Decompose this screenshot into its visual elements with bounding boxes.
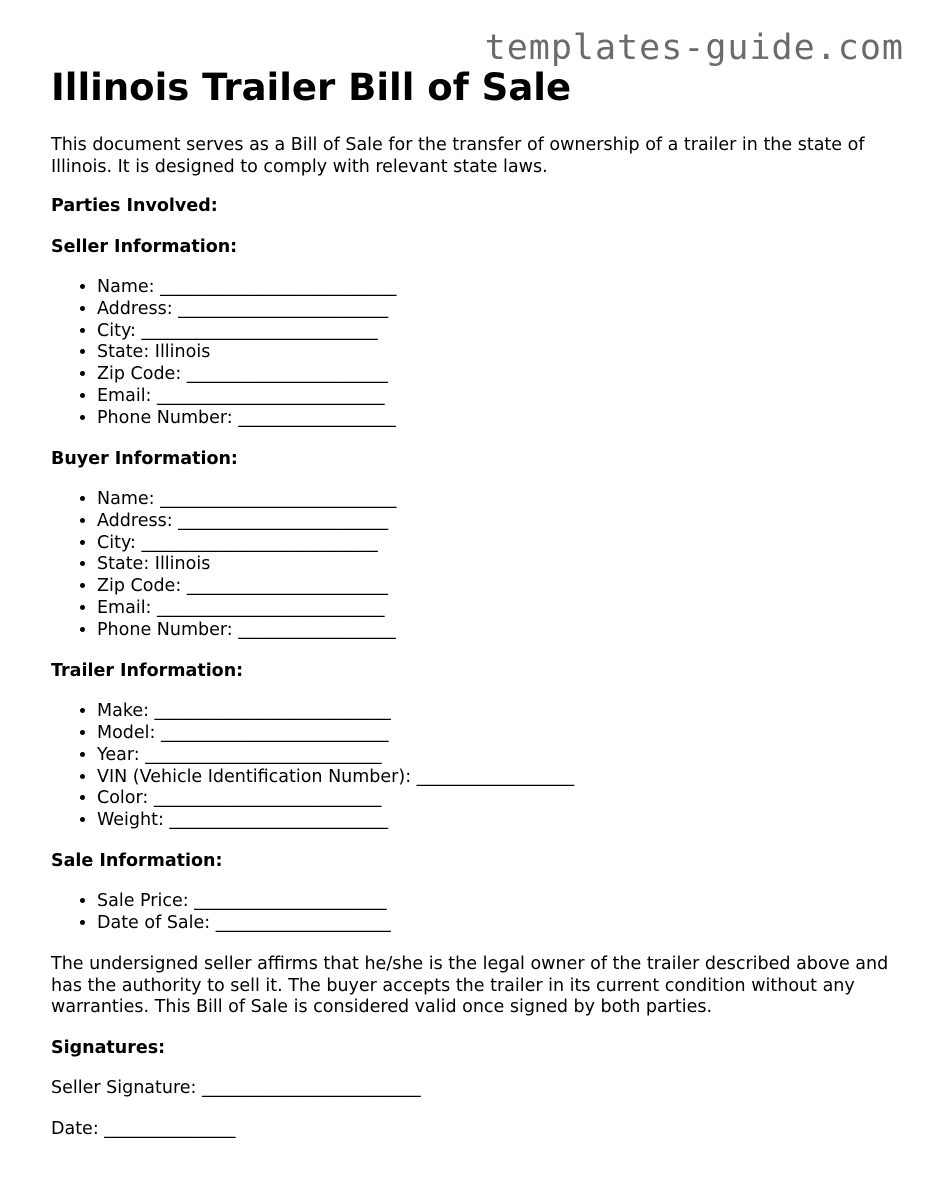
seller-city-field[interactable]: • City: ___________________________ [97, 321, 901, 343]
seller-address-field[interactable]: • Address: ________________________ [97, 299, 901, 321]
seller-list [51, 277, 901, 430]
sale-date-field[interactable]: • Date of Sale: ____________________ [97, 913, 901, 935]
parties-heading: Parties Involved: [51, 196, 218, 216]
sale-list [51, 891, 901, 935]
trailer-weight-field[interactable]: • Weight: _________________________ [97, 810, 901, 832]
buyer-state-field: • State: Illinois [97, 554, 901, 576]
trailer-heading: Trailer Information: [51, 660, 244, 681]
closing-paragraph: The undersigned seller affirms that he/she is the legal owner of the trailer described above and has the authority to sell it. The buyer accepts the trailer in its current condition without any warranties. This Bill of Sale is considered valid once signed by both parties. [51, 954, 889, 1018]
trailer-color-field[interactable]: • Color: __________________________ [97, 788, 901, 810]
seller-heading: Seller Information: [51, 236, 238, 257]
sale-heading: Sale Information: [51, 850, 223, 871]
buyer-zip-field[interactable]: • Zip Code: _______________________ [97, 576, 901, 598]
seller-state-field: • State: Illinois [97, 342, 901, 364]
document-page [51, 66, 901, 1140]
buyer-heading: Buyer Information: [51, 448, 238, 469]
buyer-name-field[interactable]: • Name: ___________________________ [97, 489, 901, 511]
trailer-list [51, 701, 901, 832]
signature-date-field[interactable]: Date: _______________ [51, 1118, 236, 1139]
trailer-year-field[interactable]: • Year: ___________________________ [97, 745, 901, 767]
page-title: Illinois Trailer Bill of Sale [51, 66, 572, 109]
seller-signature-field[interactable]: Seller Signature: _________________________ [51, 1078, 421, 1099]
buyer-city-field[interactable]: • City: ___________________________ [97, 533, 901, 555]
buyer-address-field[interactable]: • Address: ________________________ [97, 511, 901, 533]
trailer-vin-field[interactable]: • VIN (Vehicle Identification Number): __________________ [97, 767, 901, 789]
intro-paragraph: This document serves as a Bill of Sale for the transfer of ownership of a trailer in the state of Illinois. It is designed to comply with relevant state laws. [51, 135, 865, 177]
seller-phone-field[interactable]: • Phone Number: __________________ [97, 408, 901, 430]
seller-zip-field[interactable]: • Zip Code: _______________________ [97, 364, 901, 386]
buyer-phone-field[interactable]: • Phone Number: __________________ [97, 620, 901, 642]
seller-email-field[interactable]: • Email: __________________________ [97, 386, 901, 408]
trailer-make-field[interactable]: • Make: ___________________________ [97, 701, 901, 723]
trailer-model-field[interactable]: • Model: __________________________ [97, 723, 901, 745]
seller-name-field[interactable]: • Name: ___________________________ [97, 277, 901, 299]
signatures-heading: Signatures: [51, 1037, 166, 1058]
buyer-email-field[interactable]: • Email: __________________________ [97, 598, 901, 620]
buyer-list [51, 489, 901, 642]
watermark: templates-guide.com [484, 28, 904, 68]
sale-price-field[interactable]: • Sale Price: ______________________ [97, 891, 901, 913]
